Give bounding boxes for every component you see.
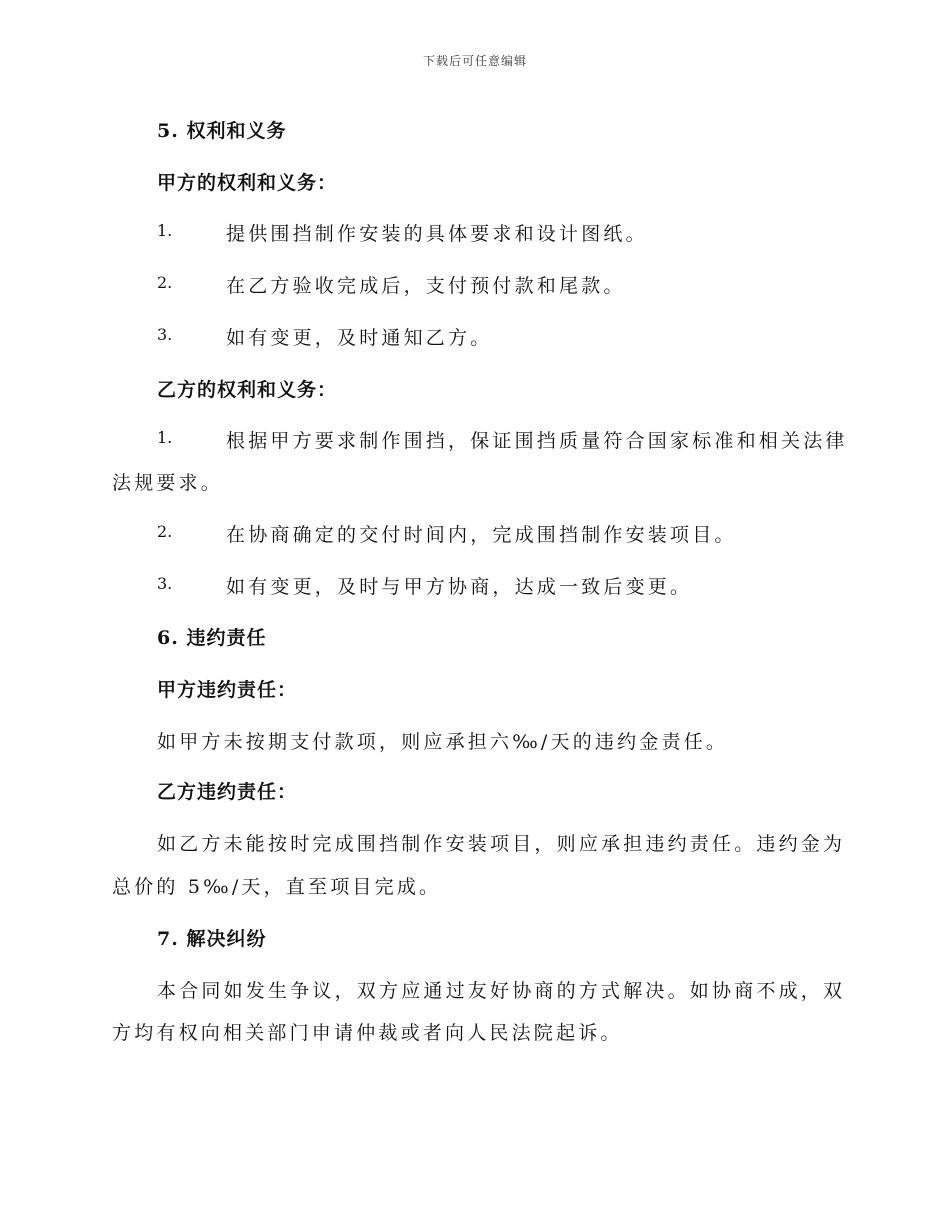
party-b-item-3-num: 3. [157,574,173,593]
dispute-text-line-1: 本合同如发生争议，双方应通过友好协商的方式解决。如协商不成，双 [157,980,846,1002]
party-a-item-3-text: 如有变更，及时通知乙方。 [226,327,493,349]
party-a-item-3-num: 3. [157,325,173,344]
party-b-breach-text-line-2: 总价的 5‰/天，直至项目完成。 [112,876,442,898]
party-a-item-1-num: 1. [157,221,173,240]
section-6-title: 6. 违约责任 [157,627,267,649]
party-a-breach-text: 如甲方未按期支付款项，则应承担六‰/天的违约金责任。 [157,731,729,753]
party-b-item-3-text: 如有变更，及时与甲方协商，达成一致后变更。 [226,576,693,598]
party-b-item-1-num: 1. [157,428,173,447]
party-b-breach-title: 乙方违约责任： [157,781,298,803]
party-b-item-1-continuation: 法规要求。 [112,472,224,494]
party-a-item-2-num: 2. [157,273,173,292]
section-5-title: 5. 权利和义务 [157,120,287,142]
party-a-item-2-text: 在乙方验收完成后，支付预付款和尾款。 [226,275,626,297]
party-b-breach-text-line-1: 如乙方未能按时完成围挡制作安装项目，则应承担违约责任。违约金为 [157,833,846,855]
party-b-item-2-text: 在协商确定的交付时间内，完成围挡制作安装项目。 [226,524,737,546]
party-a-rights-title: 甲方的权利和义务： [157,172,338,194]
party-b-item-2-num: 2. [157,522,173,541]
section-7-title: 7. 解决纠纷 [157,928,267,950]
page-header-note: 下载后可任意编辑 [422,54,527,68]
party-a-breach-title: 甲方违约责任： [157,679,298,701]
party-b-item-1-text: 根据甲方要求制作围挡，保证围挡质量符合国家标准和相关法律 [226,430,848,452]
party-a-item-1-text: 提供围挡制作安装的具体要求和设计图纸。 [226,223,648,245]
party-b-rights-title: 乙方的权利和义务： [157,379,338,401]
dispute-text-line-2: 方均有权向相关部门申请仲裁或者向人民法院起诉。 [112,1022,623,1044]
